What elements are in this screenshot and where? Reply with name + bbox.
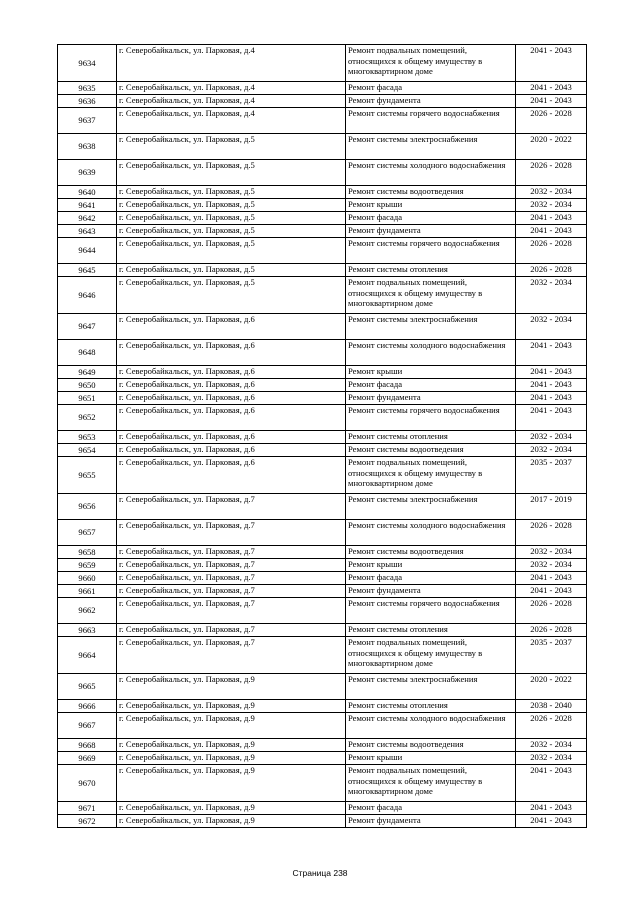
row-number-cell: 9635: [58, 82, 117, 95]
period-cell: 2032 - 2034: [516, 186, 587, 199]
row-number-cell: 9671: [58, 802, 117, 815]
address-cell: г. Северобайкальск, ул. Парковая, д.9: [117, 674, 346, 700]
period-cell: 2041 - 2043: [516, 225, 587, 238]
work-type-cell: Ремонт системы горячего водоснабжения: [346, 238, 516, 264]
period-cell: 2041 - 2043: [516, 379, 587, 392]
row-number-cell: 9666: [58, 700, 117, 713]
address-cell: г. Северобайкальск, ул. Парковая, д.7: [117, 585, 346, 598]
row-number-cell: 9645: [58, 264, 117, 277]
address-cell: г. Северобайкальск, ул. Парковая, д.4: [117, 108, 346, 134]
row-number-cell: 9655: [58, 457, 117, 494]
work-type-cell: Ремонт системы электроснабжения: [346, 674, 516, 700]
address-cell: г. Северобайкальск, ул. Парковая, д.7: [117, 494, 346, 520]
work-type-cell: Ремонт системы холодного водоснабжения: [346, 520, 516, 546]
address-cell: г. Северобайкальск, ул. Парковая, д.7: [117, 598, 346, 624]
work-type-cell: Ремонт подвальных помещений, относящихся к общему имуществу в многоквартирном доме: [346, 765, 516, 802]
work-type-cell: Ремонт системы горячего водоснабжения: [346, 405, 516, 431]
work-type-cell: Ремонт системы водоотведения: [346, 444, 516, 457]
period-cell: 2038 - 2040: [516, 700, 587, 713]
address-cell: г. Северобайкальск, ул. Парковая, д.5: [117, 160, 346, 186]
table-row: [58, 225, 587, 238]
address-cell: г. Северобайкальск, ул. Парковая, д.9: [117, 802, 346, 815]
address-cell: г. Северобайкальск, ул. Парковая, д.9: [117, 765, 346, 802]
table-row: [58, 160, 587, 186]
row-number-cell: 9661: [58, 585, 117, 598]
period-cell: 2041 - 2043: [516, 392, 587, 405]
address-cell: г. Северобайкальск, ул. Парковая, д.9: [117, 815, 346, 828]
period-cell: 2026 - 2028: [516, 624, 587, 637]
address-cell: г. Северобайкальск, ул. Парковая, д.9: [117, 700, 346, 713]
address-cell: г. Северобайкальск, ул. Парковая, д.6: [117, 340, 346, 366]
table-body: [58, 45, 587, 828]
address-cell: г. Северобайкальск, ул. Парковая, д.6: [117, 314, 346, 340]
work-type-cell: Ремонт системы отопления: [346, 264, 516, 277]
period-cell: 2026 - 2028: [516, 108, 587, 134]
period-cell: 2020 - 2022: [516, 134, 587, 160]
address-cell: г. Северобайкальск, ул. Парковая, д.5: [117, 199, 346, 212]
address-cell: г. Северобайкальск, ул. Парковая, д.9: [117, 739, 346, 752]
period-cell: 2026 - 2028: [516, 520, 587, 546]
row-number-cell: 9636: [58, 95, 117, 108]
table-row: [58, 700, 587, 713]
period-cell: 2041 - 2043: [516, 95, 587, 108]
document-page: [57, 44, 586, 828]
table-row: [58, 82, 587, 95]
period-cell: 2041 - 2043: [516, 802, 587, 815]
address-cell: г. Северобайкальск, ул. Парковая, д.4: [117, 45, 346, 82]
row-number-cell: 9637: [58, 108, 117, 134]
work-type-cell: Ремонт подвальных помещений, относящихся к общему имуществу в многоквартирном доме: [346, 45, 516, 82]
period-cell: 2041 - 2043: [516, 405, 587, 431]
table-row: [58, 238, 587, 264]
row-number-cell: 9642: [58, 212, 117, 225]
work-type-cell: Ремонт фундамента: [346, 225, 516, 238]
address-cell: г. Северобайкальск, ул. Парковая, д.5: [117, 186, 346, 199]
row-number-cell: 9650: [58, 379, 117, 392]
row-number-cell: 9669: [58, 752, 117, 765]
table-row: [58, 765, 587, 802]
page-footer: Страница 238: [292, 868, 348, 878]
address-cell: г. Северобайкальск, ул. Парковая, д.6: [117, 392, 346, 405]
row-number-cell: 9668: [58, 739, 117, 752]
row-number-cell: 9646: [58, 277, 117, 314]
table-row: [58, 186, 587, 199]
work-type-cell: Ремонт подвальных помещений, относящихся к общему имуществу в многоквартирном доме: [346, 457, 516, 494]
row-number-cell: 9653: [58, 431, 117, 444]
period-cell: 2032 - 2034: [516, 314, 587, 340]
period-cell: 2032 - 2034: [516, 752, 587, 765]
row-number-cell: 9640: [58, 186, 117, 199]
work-type-cell: Ремонт крыши: [346, 366, 516, 379]
table-row: [58, 546, 587, 559]
period-cell: 2041 - 2043: [516, 340, 587, 366]
work-type-cell: Ремонт системы отопления: [346, 431, 516, 444]
work-type-cell: Ремонт системы электроснабжения: [346, 134, 516, 160]
address-cell: г. Северобайкальск, ул. Парковая, д.6: [117, 444, 346, 457]
row-number-cell: 9651: [58, 392, 117, 405]
row-number-cell: 9647: [58, 314, 117, 340]
row-number-cell: 9639: [58, 160, 117, 186]
row-number-cell: 9657: [58, 520, 117, 546]
period-cell: 2041 - 2043: [516, 366, 587, 379]
work-type-cell: Ремонт подвальных помещений, относящихся к общему имуществу в многоквартирном доме: [346, 277, 516, 314]
period-cell: 2032 - 2034: [516, 277, 587, 314]
row-number-cell: 9658: [58, 546, 117, 559]
row-number-cell: 9667: [58, 713, 117, 739]
work-type-cell: Ремонт фундамента: [346, 585, 516, 598]
work-type-cell: Ремонт системы водоотведения: [346, 739, 516, 752]
table-row: [58, 405, 587, 431]
table-row: [58, 95, 587, 108]
period-cell: 2041 - 2043: [516, 45, 587, 82]
row-number-cell: 9649: [58, 366, 117, 379]
row-number-cell: 9643: [58, 225, 117, 238]
row-number-cell: 9660: [58, 572, 117, 585]
row-number-cell: 9641: [58, 199, 117, 212]
address-cell: г. Северобайкальск, ул. Парковая, д.5: [117, 277, 346, 314]
row-number-cell: 9659: [58, 559, 117, 572]
work-type-cell: Ремонт системы горячего водоснабжения: [346, 108, 516, 134]
table-row: [58, 45, 587, 82]
period-cell: 2017 - 2019: [516, 494, 587, 520]
work-type-cell: Ремонт системы отопления: [346, 624, 516, 637]
table-row: [58, 264, 587, 277]
table-row: [58, 340, 587, 366]
row-number-cell: 9663: [58, 624, 117, 637]
period-cell: 2032 - 2034: [516, 739, 587, 752]
address-cell: г. Северобайкальск, ул. Парковая, д.7: [117, 559, 346, 572]
work-type-cell: Ремонт крыши: [346, 199, 516, 212]
work-type-cell: Ремонт системы водоотведения: [346, 546, 516, 559]
period-cell: 2032 - 2034: [516, 559, 587, 572]
period-cell: 2026 - 2028: [516, 238, 587, 264]
table-row: [58, 108, 587, 134]
table-row: [58, 212, 587, 225]
table-row: [58, 431, 587, 444]
work-type-cell: Ремонт фасада: [346, 82, 516, 95]
row-number-cell: 9664: [58, 637, 117, 674]
address-cell: г. Северобайкальск, ул. Парковая, д.7: [117, 572, 346, 585]
period-cell: 2026 - 2028: [516, 713, 587, 739]
period-cell: 2035 - 2037: [516, 457, 587, 494]
work-type-cell: Ремонт крыши: [346, 752, 516, 765]
table-row: [58, 457, 587, 494]
row-number-cell: 9638: [58, 134, 117, 160]
period-cell: 2032 - 2034: [516, 444, 587, 457]
table-row: [58, 277, 587, 314]
row-number-cell: 9654: [58, 444, 117, 457]
table-row: [58, 199, 587, 212]
row-number-cell: 9648: [58, 340, 117, 366]
address-cell: г. Северобайкальск, ул. Парковая, д.5: [117, 264, 346, 277]
period-cell: 2035 - 2037: [516, 637, 587, 674]
work-type-cell: Ремонт фасада: [346, 802, 516, 815]
table-row: [58, 494, 587, 520]
work-type-cell: Ремонт фундамента: [346, 95, 516, 108]
address-cell: г. Северобайкальск, ул. Парковая, д.9: [117, 752, 346, 765]
table-row: [58, 598, 587, 624]
table-row: [58, 624, 587, 637]
table-row: [58, 637, 587, 674]
address-cell: г. Северобайкальск, ул. Парковая, д.7: [117, 624, 346, 637]
table-row: [58, 815, 587, 828]
period-cell: 2041 - 2043: [516, 815, 587, 828]
row-number-cell: 9634: [58, 45, 117, 82]
period-cell: 2041 - 2043: [516, 82, 587, 95]
table-row: [58, 366, 587, 379]
row-number-cell: 9665: [58, 674, 117, 700]
period-cell: 2020 - 2022: [516, 674, 587, 700]
row-number-cell: 9662: [58, 598, 117, 624]
period-cell: 2026 - 2028: [516, 264, 587, 277]
work-type-cell: Ремонт системы холодного водоснабжения: [346, 713, 516, 739]
period-cell: 2041 - 2043: [516, 765, 587, 802]
address-cell: г. Северобайкальск, ул. Парковая, д.9: [117, 713, 346, 739]
row-number-cell: 9644: [58, 238, 117, 264]
period-cell: 2041 - 2043: [516, 585, 587, 598]
table-row: [58, 752, 587, 765]
work-type-cell: Ремонт системы горячего водоснабжения: [346, 598, 516, 624]
work-type-cell: Ремонт системы холодного водоснабжения: [346, 340, 516, 366]
table-row: [58, 802, 587, 815]
address-cell: г. Северобайкальск, ул. Парковая, д.5: [117, 212, 346, 225]
work-type-cell: Ремонт системы электроснабжения: [346, 494, 516, 520]
address-cell: г. Северобайкальск, ул. Парковая, д.6: [117, 457, 346, 494]
work-type-cell: Ремонт фасада: [346, 572, 516, 585]
table-row: [58, 674, 587, 700]
work-type-cell: Ремонт фасада: [346, 212, 516, 225]
table-row: [58, 520, 587, 546]
work-type-cell: Ремонт крыши: [346, 559, 516, 572]
table-row: [58, 314, 587, 340]
work-type-cell: Ремонт системы холодного водоснабжения: [346, 160, 516, 186]
repair-schedule-table: [57, 44, 587, 828]
period-cell: 2026 - 2028: [516, 160, 587, 186]
address-cell: г. Северобайкальск, ул. Парковая, д.7: [117, 546, 346, 559]
table-row: [58, 559, 587, 572]
table-row: [58, 379, 587, 392]
address-cell: г. Северобайкальск, ул. Парковая, д.6: [117, 366, 346, 379]
table-row: [58, 572, 587, 585]
address-cell: г. Северобайкальск, ул. Парковая, д.5: [117, 225, 346, 238]
work-type-cell: Ремонт системы отопления: [346, 700, 516, 713]
address-cell: г. Северобайкальск, ул. Парковая, д.5: [117, 134, 346, 160]
period-cell: 2032 - 2034: [516, 199, 587, 212]
address-cell: г. Северобайкальск, ул. Парковая, д.6: [117, 405, 346, 431]
table-row: [58, 392, 587, 405]
row-number-cell: 9670: [58, 765, 117, 802]
row-number-cell: 9652: [58, 405, 117, 431]
table-row: [58, 713, 587, 739]
table-row: [58, 585, 587, 598]
address-cell: г. Северобайкальск, ул. Парковая, д.4: [117, 95, 346, 108]
period-cell: 2032 - 2034: [516, 546, 587, 559]
work-type-cell: Ремонт системы электроснабжения: [346, 314, 516, 340]
period-cell: 2032 - 2034: [516, 431, 587, 444]
table-row: [58, 134, 587, 160]
work-type-cell: Ремонт фундамента: [346, 392, 516, 405]
address-cell: г. Северобайкальск, ул. Парковая, д.7: [117, 520, 346, 546]
address-cell: г. Северобайкальск, ул. Парковая, д.6: [117, 431, 346, 444]
row-number-cell: 9656: [58, 494, 117, 520]
period-cell: 2041 - 2043: [516, 212, 587, 225]
row-number-cell: 9672: [58, 815, 117, 828]
address-cell: г. Северобайкальск, ул. Парковая, д.5: [117, 238, 346, 264]
work-type-cell: Ремонт системы водоотведения: [346, 186, 516, 199]
address-cell: г. Северобайкальск, ул. Парковая, д.4: [117, 82, 346, 95]
work-type-cell: Ремонт фасада: [346, 379, 516, 392]
period-cell: 2026 - 2028: [516, 598, 587, 624]
work-type-cell: Ремонт подвальных помещений, относящихся к общему имуществу в многоквартирном доме: [346, 637, 516, 674]
address-cell: г. Северобайкальск, ул. Парковая, д.7: [117, 637, 346, 674]
work-type-cell: Ремонт фундамента: [346, 815, 516, 828]
address-cell: г. Северобайкальск, ул. Парковая, д.6: [117, 379, 346, 392]
table-row: [58, 739, 587, 752]
table-row: [58, 444, 587, 457]
period-cell: 2041 - 2043: [516, 572, 587, 585]
